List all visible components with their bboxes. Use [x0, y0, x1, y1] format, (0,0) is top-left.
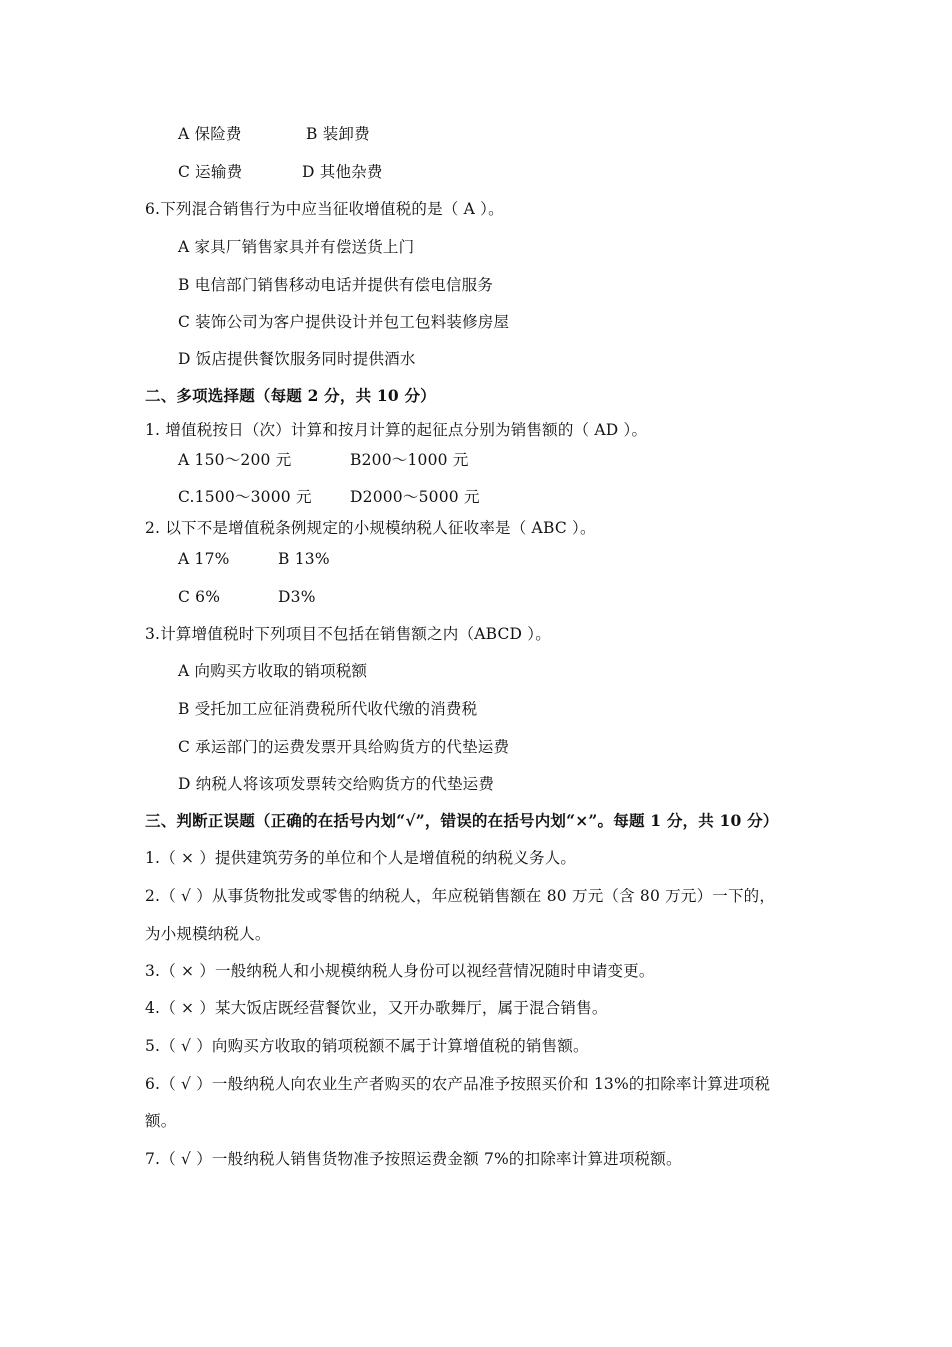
question-stem: 1. 增值税按日（次）计算和按月计算的起征点分别为销售额的（ AD ）。	[145, 421, 648, 439]
option-c: C 承运部门的运费发票开具给购货方的代垫运费	[178, 738, 510, 756]
judgment-item: 2.（ √ ）从事货物批发或零售的纳税人，年应税销售额在 80 万元（含 80 万元）一下的，	[145, 887, 776, 905]
judgment-item: 3.（ × ）一般纳税人和小规模纳税人身份可以视经营情况随时申请变更。	[145, 962, 655, 980]
judgment-item: 5.（ √ ）向购买方收取的销项税额不属于计算增值税的销售额。	[145, 1037, 589, 1055]
option-d: D 饭店提供餐饮服务同时提供酒水	[178, 350, 416, 368]
option-d: D3%	[278, 588, 316, 606]
option-b: B200～1000 元	[350, 451, 469, 469]
judgment-item-continuation: 额。	[145, 1112, 177, 1130]
option-a: A 保险费	[178, 125, 242, 143]
option-b: B 13%	[278, 550, 330, 568]
option-a: A 向购买方收取的销项税额	[178, 662, 368, 680]
question-stem: 6.下列混合销售行为中应当征收增值税的是（ A ）。	[145, 200, 504, 218]
option-c: C.1500～3000 元	[178, 488, 312, 506]
judgment-item-continuation: 为小规模纳税人。	[145, 925, 271, 943]
option-d: D2000～5000 元	[350, 488, 480, 506]
option-a: A 17%	[178, 550, 230, 568]
option-a: A 家具厂销售家具并有偿送货上门	[178, 238, 415, 256]
question-stem: 3.计算增值税时下列项目不包括在销售额之内（ABCD ）。	[145, 625, 551, 643]
judgment-item: 6.（ √ ）一般纳税人向农业生产者购买的农产品准予按照买价和 13%的扣除率计算进项税	[145, 1075, 771, 1093]
option-b: B 装卸费	[306, 125, 370, 143]
judgment-item: 7.（ √ ）一般纳税人销售货物准予按照运费金额 7%的扣除率计算进项税额。	[145, 1150, 682, 1168]
section-heading: 三、判断正误题（正确的在括号内划“√”，错误的在括号内划“×”。每题 1 分，共 10 分）	[145, 811, 779, 830]
question-stem: 2. 以下不是增值税条例规定的小规模纳税人征收率是（ ABC ）。	[145, 519, 596, 537]
option-c: C 6%	[178, 588, 221, 606]
option-c: C 运输费	[178, 163, 243, 181]
option-b: B 受托加工应征消费税所代收代缴的消费税	[178, 700, 478, 718]
judgment-item: 1.（ × ）提供建筑劳务的单位和个人是增值税的纳税义务人。	[145, 849, 577, 867]
option-a: A 150～200 元	[178, 451, 292, 469]
option-b: B 电信部门销售移动电话并提供有偿电信服务	[178, 276, 494, 294]
option-c: C 装饰公司为客户提供设计并包工包料装修房屋	[178, 313, 510, 331]
judgment-item: 4.（ × ）某大饭店既经营餐饮业，又开办歌舞厅，属于混合销售。	[145, 999, 608, 1017]
option-d: D 其他杂费	[302, 163, 383, 181]
section-heading: 二、多项选择题（每题 2 分，共 10 分）	[145, 386, 436, 405]
option-d: D 纳税人将该项发票转交给购货方的代垫运费	[178, 775, 495, 793]
